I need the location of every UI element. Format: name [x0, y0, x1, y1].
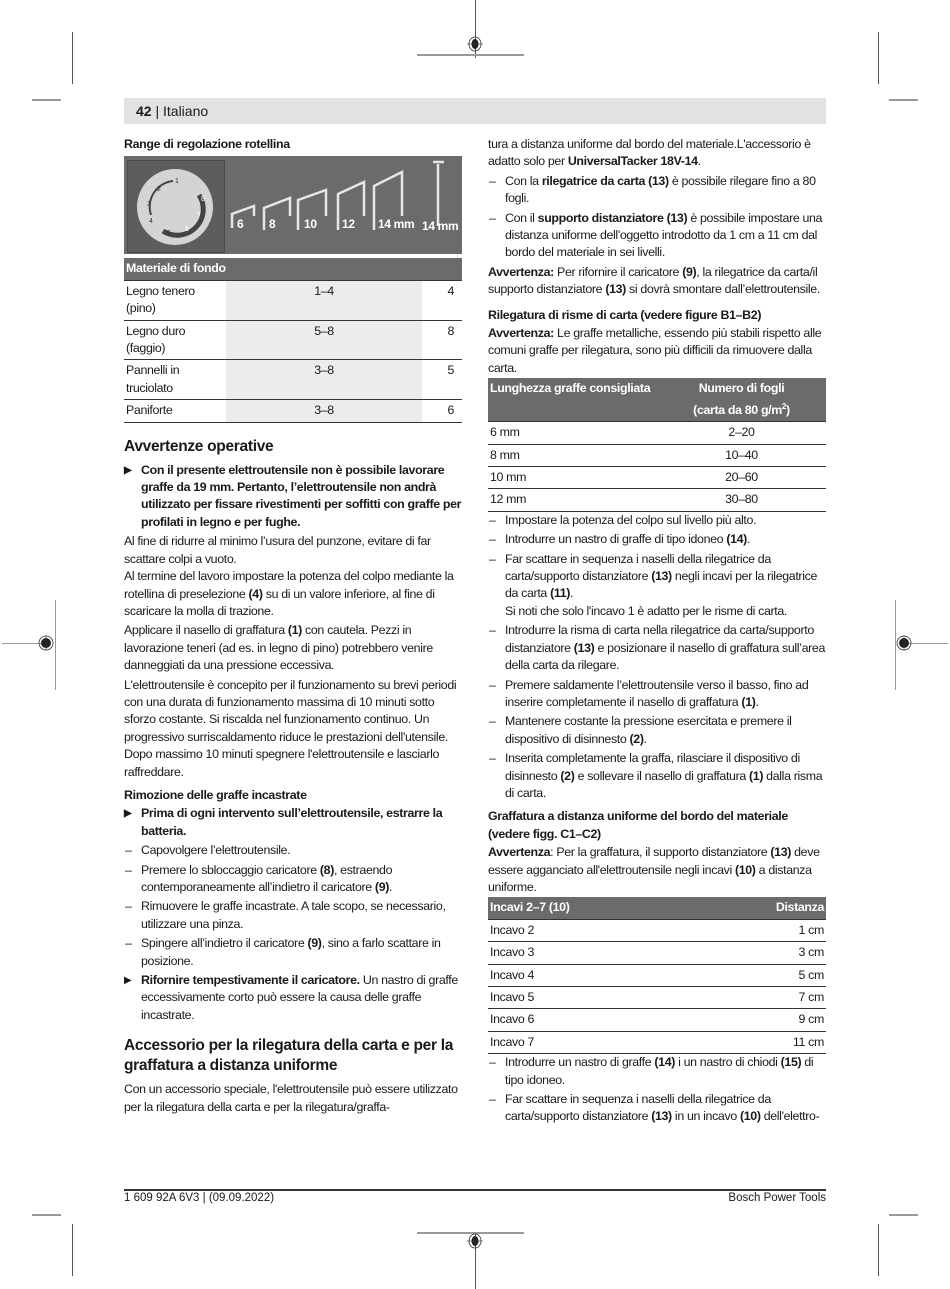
footer-divider [124, 1189, 826, 1191]
list-item: – Introdurre un nastro di graffe di tipo idoneo (14). [488, 531, 826, 548]
svg-text:5: 5 [167, 230, 171, 238]
list-item: – Impostare la potenza del colpo sul livello più alto. [488, 512, 826, 529]
svg-text:8: 8 [269, 217, 276, 232]
language-label: Italiano [163, 103, 209, 119]
range-title: Range di regolazione rotellina [124, 137, 290, 151]
table-row: Incavo 2 1 cm [488, 919, 826, 941]
table-row: Legno duro (faggio) 5–8 8 [124, 320, 462, 360]
page-header: 42 | Italiano [124, 98, 826, 124]
section-title-operative: Avvertenze operative [124, 437, 274, 455]
paragraph: Al fine di ridurre al minimo l’usura del punzone, evitare di far scattare colpi a vuoto. [124, 534, 431, 566]
crop-mark [2, 643, 42, 644]
list-item: – Introdurre la risma di carta nella rilegatrice da carta/supporto distanziatore (13) e posizionare il nasello di graffatura sull’area della carta da rilegare. [488, 622, 826, 674]
paragraph: Al termine del lavoro impostare la potenza del colpo mediante la rotellina di preselezione (4) su di un valore inferiore, al fine di scaricare la molla di trazione. [124, 569, 454, 618]
table-row: 6 mm 2–20 [488, 422, 826, 444]
left-column [124, 136, 462, 1118]
svg-text:10: 10 [304, 217, 317, 232]
paragraph: L'elettroutensile è concepito per il funzionamento su brevi periodi con una durata di funzionamento massima di 10 minuti sotto sforzo costante. Si riscalda nel funzionamento continuo. Un progressivo surriscaldamento riduce le prestazioni dell'utensile. [124, 677, 457, 744]
table-row: Incavo 3 3 cm [488, 942, 826, 964]
svg-text:4: 4 [149, 218, 153, 226]
registration-mark-icon [467, 1233, 483, 1249]
right-column [488, 136, 826, 1128]
refill-note: ▶ Rifornire tempestivamente il caricatore. Un nastro di graffe eccessivamente corto può essere la causa delle graffe incastrate. [124, 972, 462, 1024]
table-row: Incavo 6 9 cm [488, 1009, 826, 1031]
note: Avvertenza: Le graffe metalliche, essendo più stabili rispetto alle comuni graffe per rilegatura, sono più difficili da rimuovere dalla carta. [488, 326, 822, 375]
table-row: Incavo 7 11 cm [488, 1031, 826, 1053]
crop-mark [908, 643, 948, 644]
svg-text:6: 6 [237, 217, 244, 232]
note: Avvertenza: Per la graffatura, il supporto distanziatore (13) deve essere agganciato all'elettroutensile negli incavi (10) a distanza uniforme. [488, 845, 820, 894]
table-row: Incavo 4 5 cm [488, 964, 826, 986]
notch-distance-table: Incavi 2–7 (10) Distanza Incavo 2 1 cm Incavo 3 3 cm Incavo 4 5 cm Incavo 5 7 cm Incavo 6 9 cm Incavo 7 11 cm [488, 897, 826, 1054]
svg-text:14 mm: 14 mm [422, 219, 459, 234]
table-row: Incavo 5 7 cm [488, 987, 826, 1009]
crop-mark [889, 99, 918, 101]
svg-text:7: 7 [197, 212, 201, 220]
material-table [124, 258, 462, 422]
dial-icon [137, 169, 213, 245]
section-title-removal: Rimozione delle graffe incastrate [124, 787, 307, 802]
dial-panel [127, 160, 225, 253]
list-item: – Far scattare in sequenza i naselli della rilegatrice da carta/supporto distanziatore (13) negli incavi per la rilegatrice da carta (11). Si noti che solo l'incavo 1 è adatto per le risme di carta. [488, 551, 826, 621]
list-item: – Spingere all’indietro il caricatore (9), sino a farlo scattare in posizione. [124, 935, 462, 970]
brand-label: Bosch Power Tools [728, 1192, 826, 1204]
crop-mark [878, 1224, 879, 1276]
svg-text:3: 3 [147, 201, 151, 209]
crop-mark [889, 1214, 918, 1216]
svg-text:14 mm: 14 mm [378, 217, 415, 232]
section-title-ream: Rilegatura di risme di carta (vedere figure B1–B2) [488, 307, 762, 322]
list-item: – Rimuovere le graffe incastrate. A tale scopo, se necessario, utilizzare una pinza. [124, 898, 462, 933]
document-code: 1 609 92A 6V3 | (09.09.2022) [124, 1192, 275, 1204]
crop-mark [72, 1224, 73, 1276]
paragraph: tura a distanza uniforme dal bordo del materiale.L'accessorio è adatto solo per UniversalTacker 18V-14. [488, 137, 811, 169]
table-row: Pannelli in truciolato 3–8 5 [124, 360, 462, 400]
list-item: – Far scattare in sequenza i naselli della rilegatrice da carta/supporto distanziatore (13) in un incavo (10) dell'elettro- [488, 1091, 826, 1126]
material-table-header: Materiale di fondo [124, 258, 462, 280]
svg-text:8: 8 [201, 196, 205, 204]
svg-text:12: 12 [342, 217, 355, 232]
registration-mark-icon [38, 635, 54, 651]
warning-19mm: ▶ Con il presente elettroutensile non è possibile lavorare graffe da 19 mm. Pertanto, l’elettroutensile non andrà utilizzato per fissare rivestimenti per soffitti con graffe per profilati in legno e per fughe. [124, 462, 462, 532]
section-title-accessory: Accessorio per la rilegatura della carta e per la graffatura a distanza uniforme [124, 1037, 454, 1075]
list-item: – Inserita completamente la graffa, rilasciare il dispositivo di disinnesto (2) e sollevare il nasello di graffatura (1) dalla risma di carta. [488, 750, 826, 802]
section-title-edge: Graffatura a distanza uniforme del bordo del materiale (vedere figg. C1–C2) [488, 809, 788, 841]
list-item: – Mantenere costante la pressione esercitata e premere il dispositivo di disinnesto (2). [488, 713, 826, 748]
paragraph: Applicare il nasello di graffatura (1) con cautela. Pezzi in lavorazione teneri (ad es. in legno di pino) potrebbero venire danneggiati da una pressione eccessiva. [124, 623, 433, 673]
svg-text:1: 1 [175, 178, 179, 186]
staple-range-figure [124, 156, 462, 254]
staple-length-table: Lunghezza graffe consigliata Numero di fogli (carta da 80 $g/m^2$) 6 mm 2–20 8 mm 10–40 10 mm 20–60 12 mm 30–80 [488, 378, 826, 512]
list-item: – Con la rilegatrice da carta (13) è possibile rilegare fino a 80 fogli. [488, 173, 826, 208]
paragraph: Con un accessorio speciale, l'elettroutensile può essere utilizzato per la rilegatura della carta e per la rilegatura/graffa- [124, 1082, 458, 1114]
note: Avvertenza: Per rifornire il caricatore (9), la rilegatrice da carta/il supporto distanziatore (13) si dovrà smontare dall’elettroutensile. [488, 264, 820, 297]
crop-mark [32, 99, 61, 101]
table-row: 8 mm 10–40 [488, 444, 826, 466]
registration-mark-icon [896, 635, 912, 651]
crop-mark [417, 54, 524, 56]
svg-text:6: 6 [185, 226, 189, 234]
table-row: 12 mm 30–80 [488, 489, 826, 511]
crop-mark [55, 600, 56, 690]
crop-mark [878, 32, 879, 84]
crop-mark [32, 1214, 61, 1216]
list-item: – Capovolgere l’elettroutensile. [124, 842, 462, 859]
table-row: Paniforte 3–8 6 [124, 400, 462, 422]
table-row: Legno tenero (pino) 1–4 4 [124, 280, 462, 320]
list-item: – Introdurre un nastro di graffe (14) i un nastro di chiodi (15) di tipo idoneo. [488, 1054, 826, 1089]
warning-battery: ▶ Prima di ogni intervento sull’elettroutensile, estrarre la batteria. [124, 805, 462, 840]
paragraph: Dopo massimo 10 minuti spegnere l'elettroutensile e lasciarlo raffreddare. [124, 747, 440, 779]
registration-mark-icon [467, 36, 483, 52]
table-row: 10 mm 20–60 [488, 467, 826, 489]
list-item: – Premere saldamente l’elettroutensile verso il basso, fino ad inserire completamente il nasello di graffatura (1). [488, 677, 826, 712]
staples-icon [228, 156, 464, 254]
page-number: 42 [136, 103, 152, 119]
list-item: – Premere lo sbloccaggio caricatore (8), estraendo contemporaneamente all’indietro il caricatore (9). [124, 862, 462, 897]
svg-text:2: 2 [157, 186, 161, 194]
list-item: – Con il supporto distanziatore (13) è possibile impostare una distanza uniforme dell'oggetto introdotto da 1 cm a 11 cm dal bordo del materiale in sei livelli. [488, 210, 826, 262]
crop-mark [72, 32, 73, 84]
